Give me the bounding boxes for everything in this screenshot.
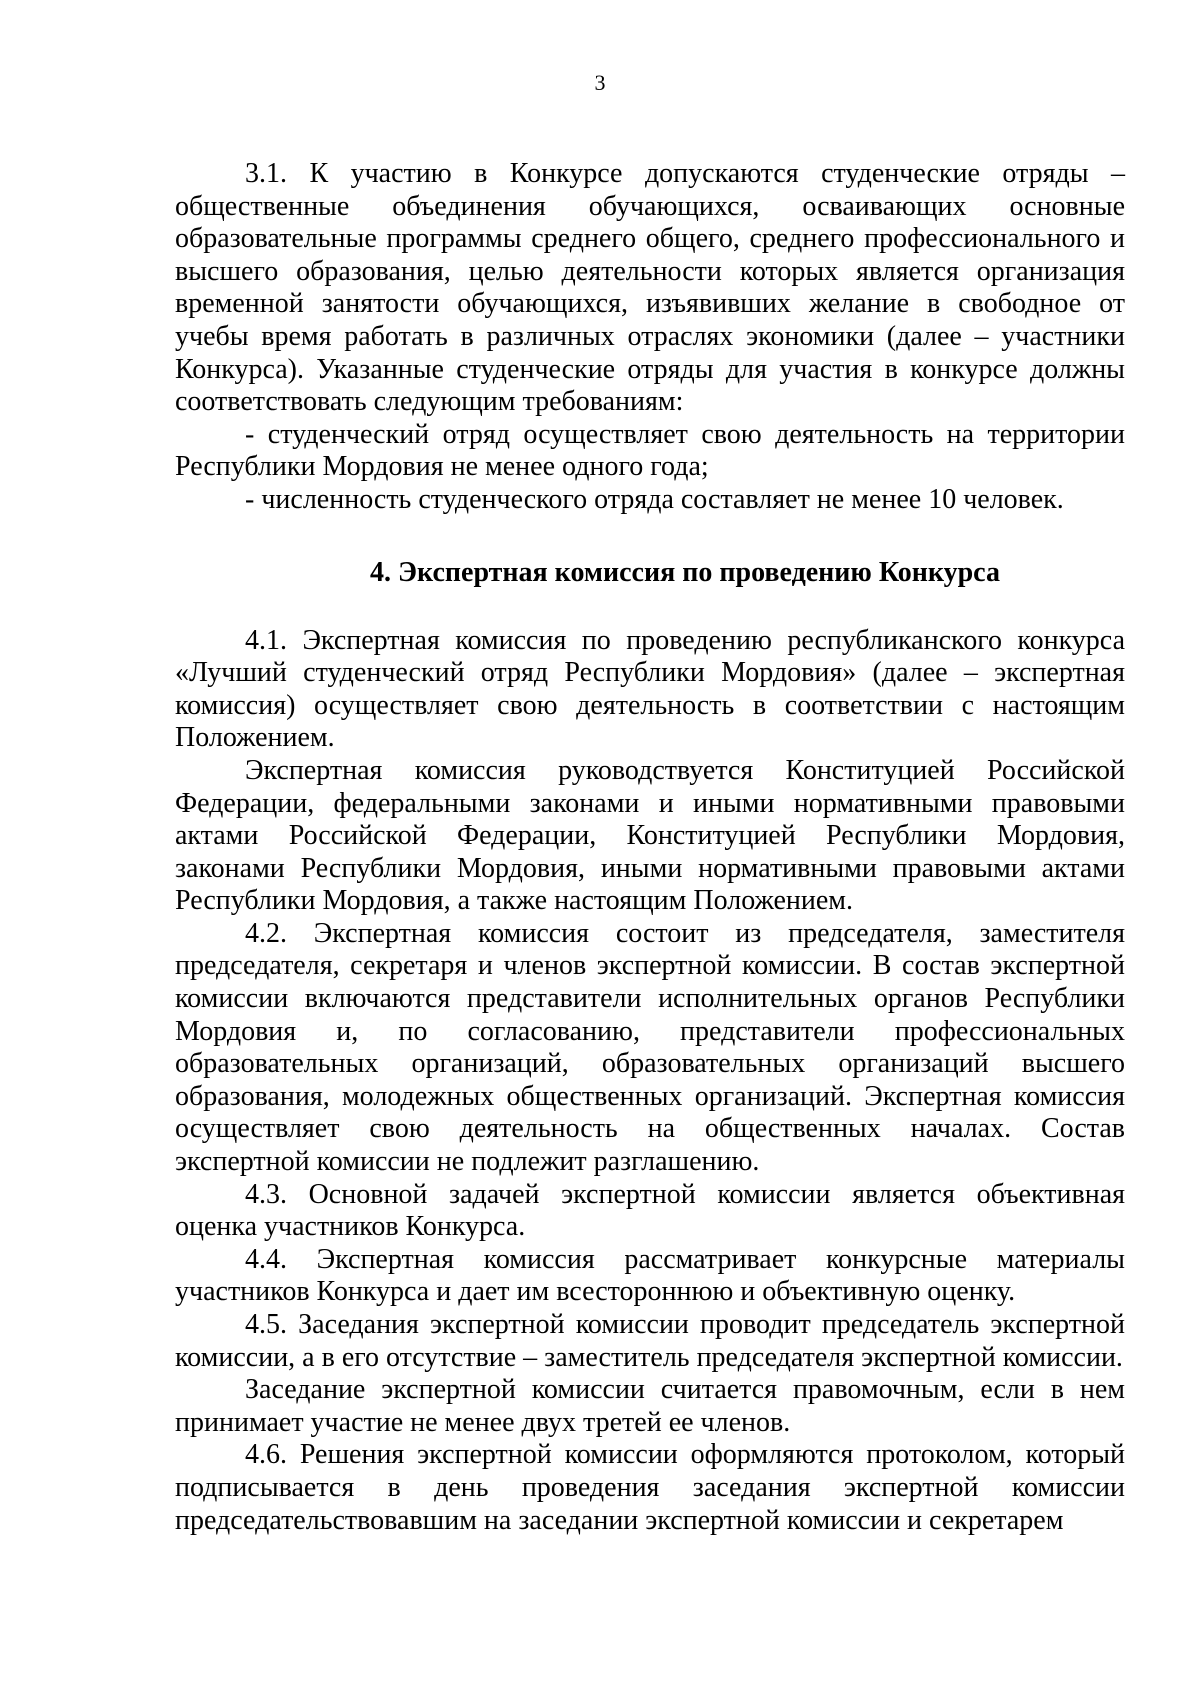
paragraph-4-5-continued: Заседание экспертной комиссии считается правомочным, если в нем принимает участие не менее двух третей ее членов. [175,1374,1125,1438]
section-heading: 4. Экспертная комиссия по проведению Конкурса [370,556,1000,588]
paragraph-4-1: 4.1. Экспертная комиссия по проведению республиканского конкурса «Лучший студенческий отряд Республики Мордовия» (далее – экспертная комиссия) осуществляет свою деятельность в соответствии с настоящим Положением. [175,624,1125,754]
paragraph-4-6: 4.6. Решения экспертной комиссии оформляются протоколом, который подписывается в день проведения заседания экспертной комиссии председательствовавшим на заседании экспертной комиссии и секретарем [175,1439,1125,1536]
requirement-item: - студенческий отряд осуществляет свою деятельность на территории Республики Мордовия не менее одного года; [175,418,1125,483]
paragraph-4-3: 4.3. Основной задачей экспертной комиссии является объективная оценка участников Конкурса. [175,1178,1125,1243]
paragraph-3-1: 3.1. К участию в Конкурсе допускаются студенческие отряды – общественные объединения обучающихся, осваивающих основные образовательные программы среднего общего, среднего профессионального и высшего образования, целью деятельности которых является организация временной занятости обучающихся, изъявивших желание в свободное от учебы время работать в различных отраслях экономики (далее – участники Конкурса). Указанные студенческие отряды для участия в конкурсе должны соответствовать следующим требованиям: [175,158,1125,418]
requirement-item: - численность студенческого отряда составляет не менее 10 человек. [245,483,1064,515]
document-body [175,158,1125,1537]
page-number: 3 [594,70,606,95]
paragraph-4-1-continued: Экспертная комиссия руководствуется Конституцией Российской Федерации, федеральными законами и иными нормативными правовыми актами Российской Федерации, Конституцией Республики Мордовия, законами Республики Мордовия, иными нормативными правовыми актами Республики Мордовия, а также настоящим Положением. [175,754,1125,917]
paragraph-4-4: 4.4. Экспертная комиссия рассматривает конкурсные материалы участников Конкурса и дает им всестороннюю и объективную оценку. [175,1243,1125,1308]
paragraph-4-2: 4.2. Экспертная комиссия состоит из председателя, заместителя председателя, секретаря и членов экспертной комиссии. В состав экспертной комиссии включаются представители исполнительных органов Республики Мордовия и, по согласованию, представители профессиональных образовательных организаций, образовательных организаций высшего образования, молодежных общественных организаций. Экспертная комиссия осуществляет свою деятельность на общественных началах. Состав экспертной комиссии не подлежит разглашению. [175,917,1125,1178]
paragraph-4-5: 4.5. Заседания экспертной комиссии проводит председатель экспертной комиссии, а в его отсутствие – заместитель председателя экспертной комиссии. [175,1309,1125,1373]
